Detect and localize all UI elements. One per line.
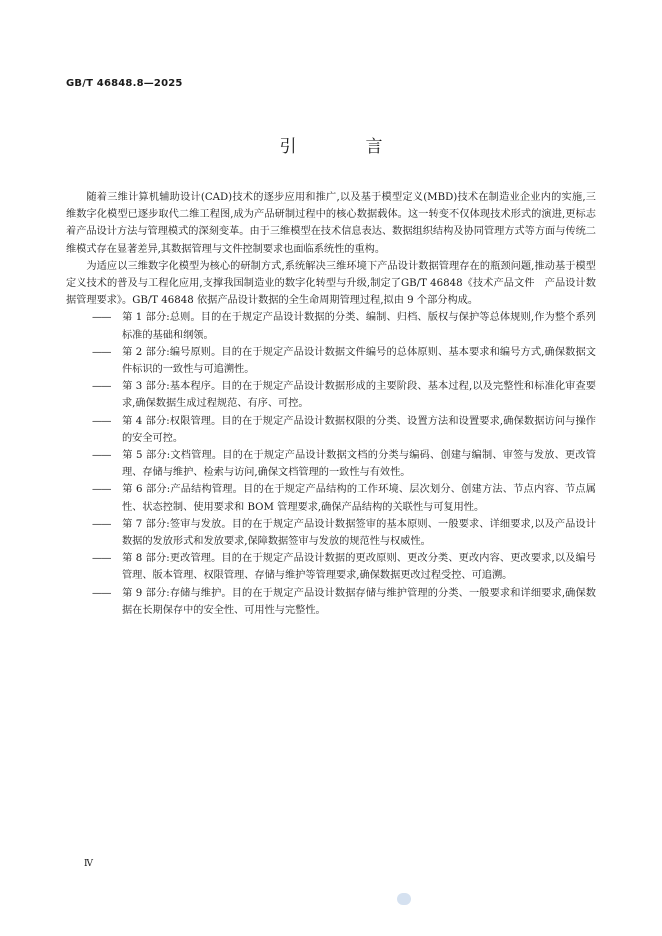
list-item-part-5 [66,447,596,481]
dash-marker: —— [92,346,111,358]
part-1-text: 第 1 部分:总则。目的在于规定产品设计数据的分类、编制、归档、版权与保护等总体规则,作为整个系列标准的基础和纲领。 [122,312,596,341]
list-item-part-8 [66,550,596,584]
dash-marker: —— [92,553,111,565]
dash-marker: —— [92,450,111,462]
part-2-text: 第 2 部分:编号原则。目的在于规定产品设计数据文件编号的总体原则、基本要求和编号方式,确保数据文件标识的一致性与可追溯性。 [122,346,596,376]
dash-marker: —— [92,312,111,324]
dash-marker: —— [92,587,111,599]
part-7-text: 第 7 部分:签审与发放。目的在于规定产品设计数据签审的基本原则、一般要求、详细要求,以及产品设计数据的发放形式和发放要求,保障数据签审与发放的规范性与权威性。 [122,518,596,548]
part-8-text: 第 8 部分:更改管理。目的在于规定产品设计数据的更改原则、更改分类、更改内容、更改要求,以及编号管理、版本管理、权限管理、存储与维护等管理要求,确保数据更改过程受控、可追溯。 [122,553,596,582]
dash-marker: —— [92,518,111,530]
part-3-text: 第 3 部分:基本程序。目的在于规定产品设计数据形成的主要阶段、基本过程,以及完整性和标准化审查要求,确保数据生成过程规范、有序、可控。 [122,381,596,410]
part-5-text: 第 5 部分:文档管理。目的在于规定产品设计数据文档的分类与编码、创建与编制、审签与发放、更改管理、存储与维护、检索与访问,确保文档管理的一致性与有效性。 [122,450,596,479]
section-title: 引 言 [279,137,409,157]
page-number: Ⅳ [84,859,93,869]
list-item-part-2 [66,344,596,378]
dash-marker: —— [92,415,111,427]
list-item-part-4 [66,413,596,447]
part-4-text: 第 4 部分:权限管理。目的在于规定产品设计数据权限的分类、设置方法和设置要求,确保数据访问与操作的安全可控。 [122,415,596,444]
list-item-part-1 [66,309,596,343]
watermark-logo-icon [397,893,411,905]
list-item-part-7 [66,516,596,550]
paragraph-purpose: 为适应以三维数字化模型为核心的研制方式,系统解决三维环境下产品设计数据管理存在的瓶颈问题,推动基于模型定义技术的普及与工程化应用,支撑我国制造业的数字化转型与升级,制定了GB/T 46848《技术产品文件 产品设计数据管理要求》。GB/T 46848 依据产品设计数据的全生命周期管理过程,拟由 9 个部分构成。 [66,260,596,307]
standard-code: GB/T 46848.8—2025 [66,78,183,89]
dash-marker: —— [92,381,111,393]
part-6-text: 第 6 部分:产品结构管理。目的在于规定产品结构的工作环境、层次划分、创建方法、节点内容、节点属性、状态控制、使用要求和 BOM 管理要求,确保产品结构的关联性与可复用性。 [122,484,596,513]
list-item-part-6 [66,481,596,515]
list-item-part-9 [66,585,596,619]
part-9-text: 第 9 部分:存储与维护。目的在于规定产品设计数据存储与维护管理的分类、一般要求和详细要求,确保数据在长期保存中的安全性、可用性与完整性。 [122,587,596,616]
dash-marker: —— [92,484,111,496]
introduction-body [66,189,596,619]
list-item-part-3 [66,378,596,412]
paragraph-background: 随着三维计算机辅助设计(CAD)技术的逐步应用和推广,以及基于模型定义(MBD)技术在制造业企业内的实施,三维数字化模型已逐步取代二维工程图,成为产品研制过程中的核心数据载体。这一转变不仅体现技术形式的演进,更标志着产品设计方法与管理模式的深刻变革。由于三维模型在技术信息表达、数据组织结构及协同管理方式等方面与传统二维模式存在显著差异,其数据管理与文件控制要求也面临系统性的重构。 [66,192,596,255]
